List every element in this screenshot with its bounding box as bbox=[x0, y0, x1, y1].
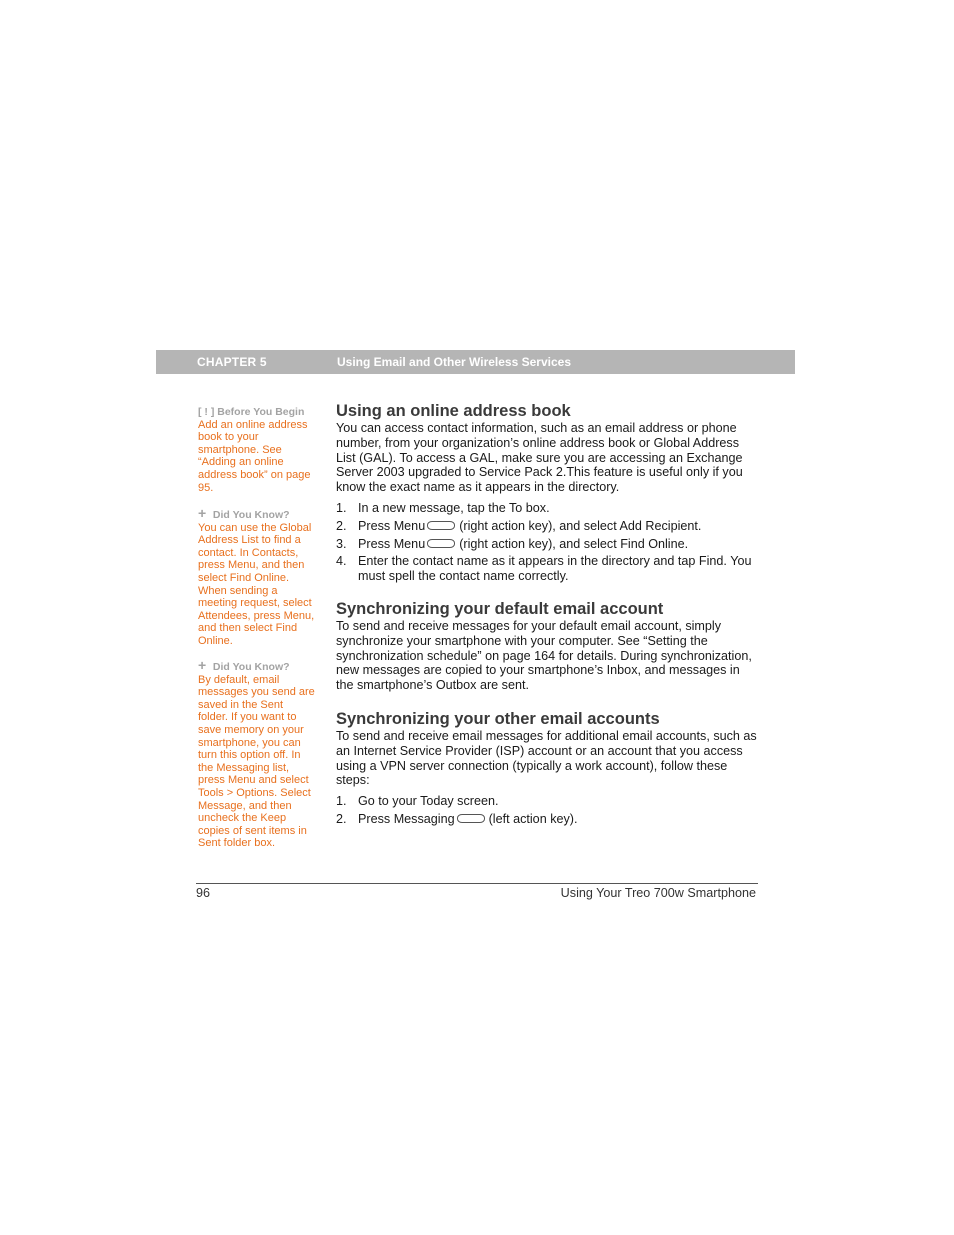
tip-heading-text: Did You Know? bbox=[212, 509, 290, 521]
tip-body: Add an online address book to your smartphone. See “Adding an online address book” on page 95. bbox=[198, 418, 311, 494]
section-heading: Synchronizing your other email accounts bbox=[336, 710, 660, 728]
steps-list bbox=[336, 501, 758, 584]
step-text: In a new message, tap the To box. bbox=[358, 500, 550, 515]
right-action-key-icon bbox=[427, 521, 455, 530]
list-item: 2. Press Messaging (left action key). bbox=[336, 811, 578, 826]
tip-heading-text: Before You Begin bbox=[217, 406, 305, 418]
list-item: 3. Press Menu (right action key), and select Find Online. bbox=[336, 536, 689, 551]
step-text: (right action key), and select Add Recipient. bbox=[459, 518, 702, 533]
tip-body: By default, email messages you send are saved in the Sent folder. If you want to save memory on your smartphone, you can turn this option off. In the Messaging list, press Menu and select Tools > Options. Select Message, and then uncheck the Keep copies of sent items in Sent folder box. bbox=[198, 673, 315, 850]
left-action-key-icon bbox=[457, 814, 485, 823]
step-text: (right action key), and select Find Online. bbox=[459, 536, 689, 551]
sidebar-tip-did-you-know-2 bbox=[198, 657, 316, 850]
chapter-header-bar bbox=[156, 350, 795, 374]
plus-icon: + bbox=[198, 657, 207, 673]
steps-list bbox=[336, 794, 758, 827]
tip-body: You can use the Global Address List to find a contact. In Contacts, press Menu, and then select Find Online. When sending a meeting request, select Attendees, press Menu, and then select Find Online. bbox=[198, 521, 315, 647]
list-item: 2. Press Menu (right action key), and select Add Recipient. bbox=[336, 518, 702, 533]
section-intro: To send and receive email messages for additional email accounts, such as an Internet Service Provider (ISP) account or an account that you access using a VPN server connection (typically a work account), follow these steps: bbox=[336, 729, 757, 788]
chapter-title: Using Email and Other Wireless Services bbox=[337, 355, 571, 369]
step-text: Go to your Today screen. bbox=[358, 794, 499, 809]
plus-icon: + bbox=[198, 505, 207, 521]
chapter-label: CHAPTER 5 bbox=[197, 355, 267, 369]
section-default-email-account bbox=[336, 599, 758, 693]
section-intro: You can access contact information, such as an email address or phone number, from your organization’s online address book or Global Address List (GAL). To access a GAL, make sure you are accessing an Exchange Server 2003 upgraded to Service Pack 2.This feature is useful only if you know the exact name as it appears in the directory. bbox=[336, 421, 743, 495]
footer-book-title: Using Your Treo 700w Smartphone bbox=[560, 886, 756, 900]
right-action-key-icon bbox=[427, 539, 455, 548]
footer-divider bbox=[196, 883, 758, 884]
tip-heading bbox=[198, 657, 316, 674]
sidebar-tip-did-you-know-1 bbox=[198, 505, 316, 648]
section-body: To send and receive messages for your default email account, simply synchronize your smartphone with your computer. See “Setting the synchronization schedule” on page 164 for details. During synchronization, new messages are copied to your smartphone’s Inbox, and messages in the smartphone’s Outbox are sent. bbox=[336, 619, 752, 693]
section-heading: Using an online address book bbox=[336, 402, 571, 420]
step-text: Press Menu bbox=[358, 518, 426, 533]
step-text: Press Messaging bbox=[358, 811, 455, 826]
sidebar-tip-before-you-begin bbox=[198, 406, 316, 494]
list-item: 1. In a new message, tap the To box. bbox=[336, 500, 550, 515]
step-text: Enter the contact name as it appears in the directory and tap Find. You must spell the contact name correctly. bbox=[358, 554, 752, 584]
step-text: (left action key). bbox=[488, 811, 578, 826]
alert-icon: [ ! ] bbox=[198, 406, 215, 418]
list-item: 1. Go to your Today screen. bbox=[336, 794, 499, 809]
section-other-email-accounts bbox=[336, 709, 758, 827]
section-online-address-book bbox=[336, 401, 758, 584]
tip-heading bbox=[198, 406, 316, 419]
tip-heading-text: Did You Know? bbox=[212, 661, 290, 673]
step-text: Press Menu bbox=[358, 536, 426, 551]
tip-heading bbox=[198, 505, 316, 522]
page-number: 96 bbox=[196, 886, 211, 900]
section-heading: Synchronizing your default email account bbox=[336, 600, 664, 618]
list-item: 4. Enter the contact name as it appears in the directory and tap Find. You must spell the contact name correctly. bbox=[336, 554, 752, 584]
